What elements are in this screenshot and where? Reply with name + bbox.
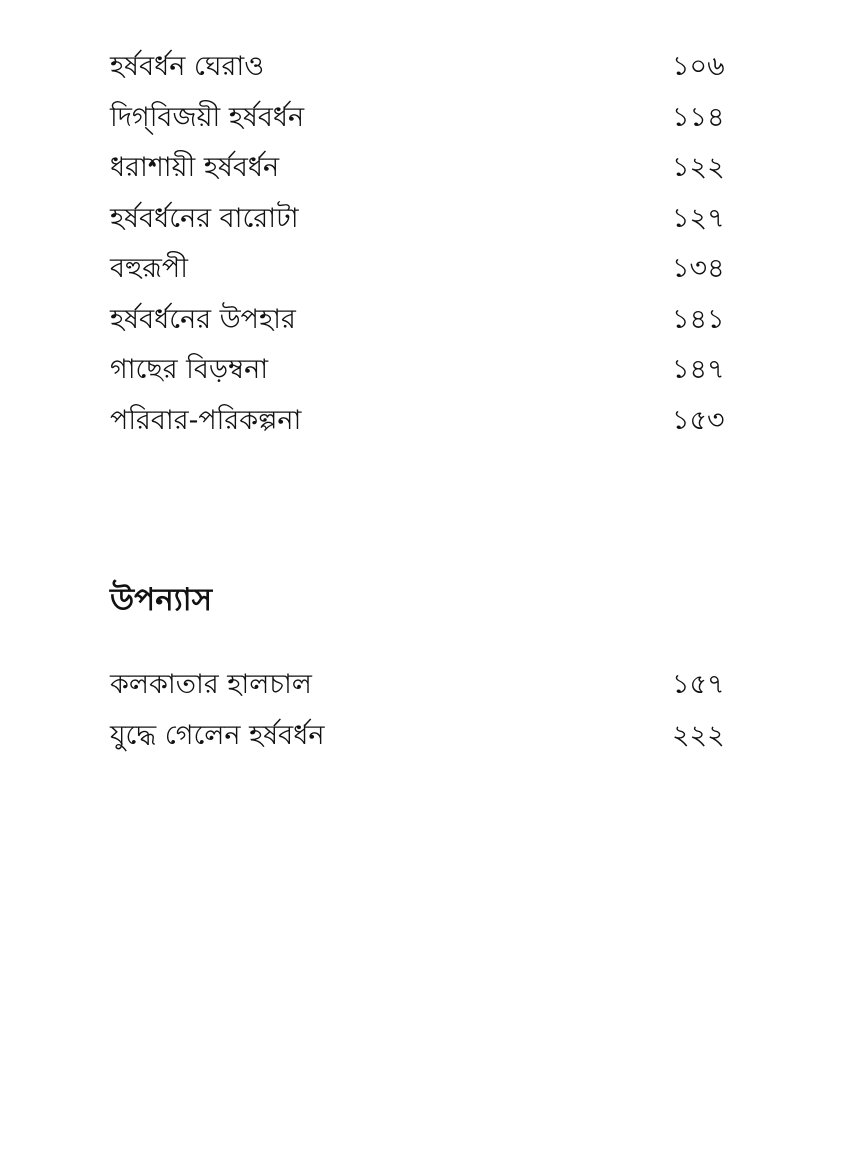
novels-list (110, 662, 750, 763)
entry-page-number: ১৪১ (672, 303, 725, 335)
entry-page-number: ১২২ (672, 152, 725, 183)
entry-page-number: ১৩৪ (672, 253, 725, 284)
entry-page-number: ১২৭ (672, 202, 725, 234)
entry-page-number: ১০৬ (672, 51, 725, 82)
entry-title: দিগ্‌বিজয়ী হর্ষবর্ধন (110, 101, 305, 133)
toc-entry (110, 95, 750, 146)
entry-page-number: ১৫৩ (672, 404, 725, 436)
toc-entry (110, 145, 750, 196)
toc-entry (110, 398, 750, 449)
entry-title: হর্ষবর্ধন ঘেরাও (110, 51, 265, 82)
entry-title: কলকাতার হালচাল (110, 669, 312, 700)
toc-entry (110, 347, 750, 398)
section-heading-novels: উপন্যাস (110, 582, 213, 618)
toc-entry (110, 246, 750, 297)
entry-title: হর্ষবর্ধনের উপহার (110, 303, 296, 335)
entry-title: গাছের বিড়ম্বনা (110, 354, 269, 385)
toc-entry (110, 297, 750, 348)
entry-title: যুদ্ধে গেলেন হর্ষবর্ধন (110, 719, 325, 751)
entry-title: বহুরূপী (110, 253, 188, 284)
toc-entry (110, 196, 750, 247)
toc-entry (110, 44, 750, 95)
entry-page-number: ১৪৭ (672, 354, 725, 385)
entry-title: হর্ষবর্ধনের বারোটা (110, 202, 299, 234)
entry-page-number: ১১৪ (672, 101, 725, 133)
toc-entry (110, 662, 750, 713)
entry-title: ধরাশায়ী হর্ষবর্ধন (110, 152, 280, 183)
entry-title: পরিবার-পরিকল্পনা (110, 404, 302, 436)
entry-page-number: ২২২ (672, 719, 725, 751)
stories-list (110, 44, 750, 448)
toc-entry (110, 713, 750, 764)
entry-page-number: ১৫৭ (672, 669, 725, 700)
